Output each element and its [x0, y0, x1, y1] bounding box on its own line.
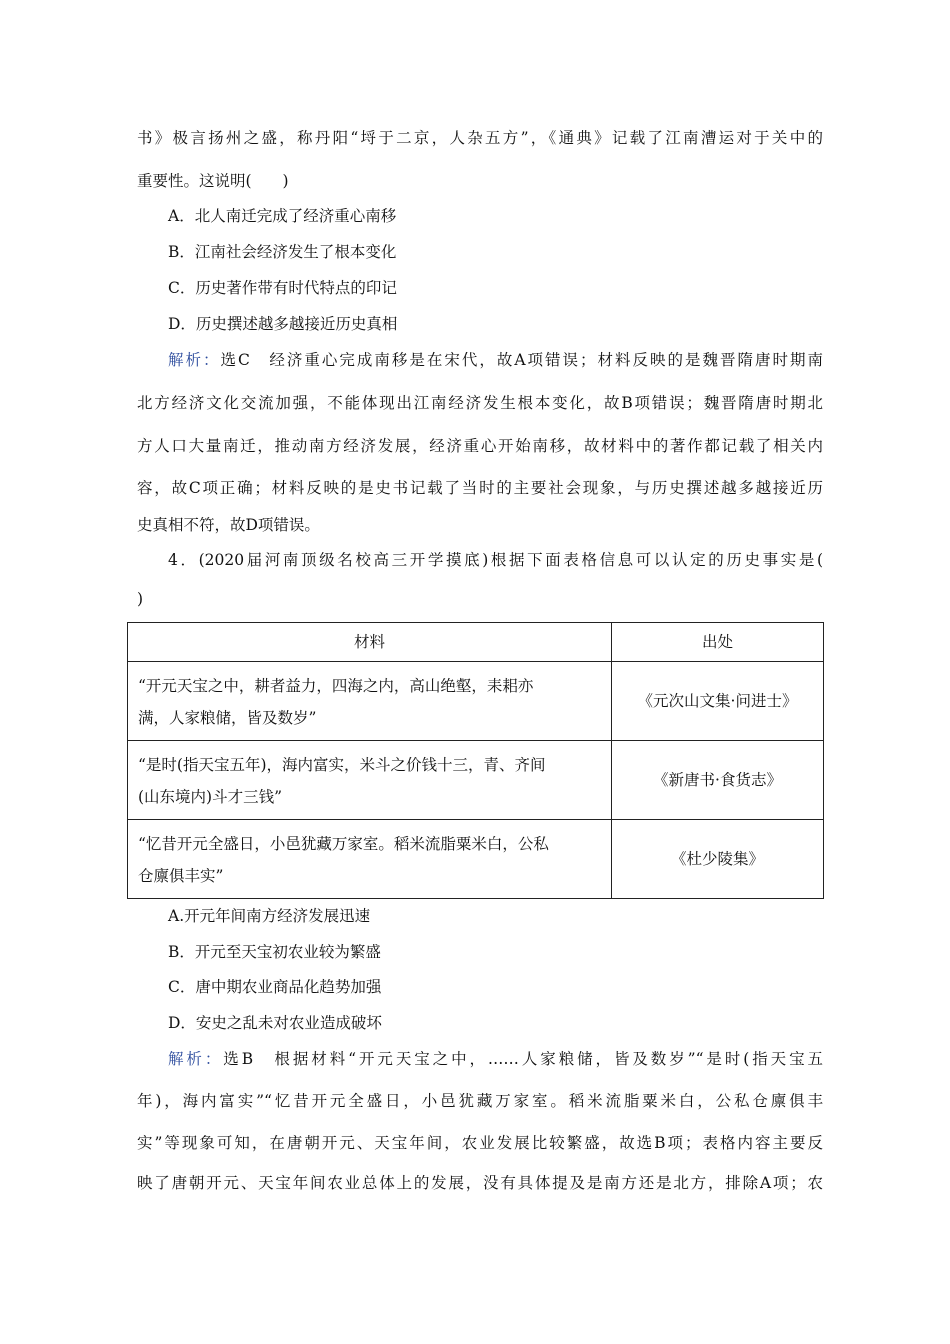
analysis-line: 史真相不符，故D项错误。	[137, 516, 320, 534]
paragraph-line: 书》极言扬州之盛，称丹阳“埒于二京，人杂五方”，《通典》记载了江南漕运对于关中的	[137, 129, 823, 147]
table-cell-material: “是时(指天宝五年)，海内富实，米斗之价钱十三，青、齐间	[138, 756, 546, 774]
analysis-label: 解析：	[168, 351, 221, 369]
table-cell-material: “忆昔开元全盛日，小邑犹藏万家室。稻米流脂粟米白，公私	[138, 835, 549, 853]
analysis-line: 北方经济文化交流加强，不能体现出江南经济发生根本变化，故B项错误；魏晋隋唐时期北	[137, 394, 823, 412]
table-cell-source: 《元次山文集·问进士》	[612, 662, 824, 741]
analysis-line: 年)，海内富实”“忆昔开元全盛日，小邑犹藏万家室。稻米流脂粟米白，公私仓廪俱丰	[137, 1092, 823, 1110]
table-cell-source: 《杜少陵集》	[612, 820, 824, 899]
option-a: A．北人南迁完成了经济重心南移	[168, 207, 397, 225]
analysis-line: 解析：选B 根据材料“开元天宝之中，……人家粮储，皆及数岁”“是时(指天宝五	[168, 1050, 823, 1068]
option-c: C．历史著作带有时代特点的印记	[168, 279, 397, 297]
option-a: A.开元年间南方经济发展迅速	[168, 907, 371, 925]
table-cell-material: (山东境内)斗才三钱”	[138, 788, 283, 806]
table-row	[128, 820, 824, 899]
analysis-line: 容，故C项正确；材料反映的是史书记载了当时的主要社会现象，与历史撰述越多越接近历	[137, 479, 823, 497]
option-c: C．唐中期农业商品化趋势加强	[168, 978, 382, 996]
question-4-stem: 4．(2020届河南顶级名校高三开学摸底)根据下面表格信息可以认定的历史事实是(	[168, 551, 823, 569]
table-cell-material: 仓廪俱丰实”	[138, 867, 224, 885]
table-header-material: 材料	[128, 623, 612, 662]
analysis-line: 映了唐朝开元、天宝年间农业总体上的发展，没有具体提及是南方还是北方，排除A项；农	[137, 1174, 823, 1192]
analysis-label: 解析：	[168, 1050, 224, 1068]
table-cell-material: 满，人家粮储，皆及数岁”	[138, 709, 317, 727]
table-header-row	[128, 623, 824, 662]
analysis-line: 实”等现象可知，在唐朝开元、天宝年间，农业发展比较繁盛，故选B项；表格内容主要反	[137, 1134, 823, 1152]
analysis-line: 方人口大量南迁，推动南方经济发展，经济重心开始南移，故材料中的著作都记载了相关内	[137, 437, 823, 455]
table-header-source: 出处	[612, 623, 824, 662]
option-b: B．江南社会经济发生了根本变化	[168, 243, 397, 261]
paragraph-line: 重要性。这说明( )	[137, 172, 289, 190]
question-4-stem: )	[137, 590, 144, 608]
table-cell-material: “开元天宝之中，耕者益力，四海之内，高山绝壑，耒耜亦	[138, 677, 534, 695]
table-cell-source: 《新唐书·食货志》	[612, 741, 824, 820]
table-row	[128, 662, 824, 741]
material-table	[127, 622, 824, 899]
table-row	[128, 741, 824, 820]
option-d: D．安史之乱未对农业造成破坏	[168, 1014, 382, 1032]
option-d: D．历史撰述越多越接近历史真相	[168, 315, 398, 333]
option-b: B．开元至天宝初农业较为繁盛	[168, 943, 381, 961]
analysis-line: 解析：选C 经济重心完成南移是在宋代，故A项错误；材料反映的是魏晋隋唐时期南	[168, 351, 823, 369]
